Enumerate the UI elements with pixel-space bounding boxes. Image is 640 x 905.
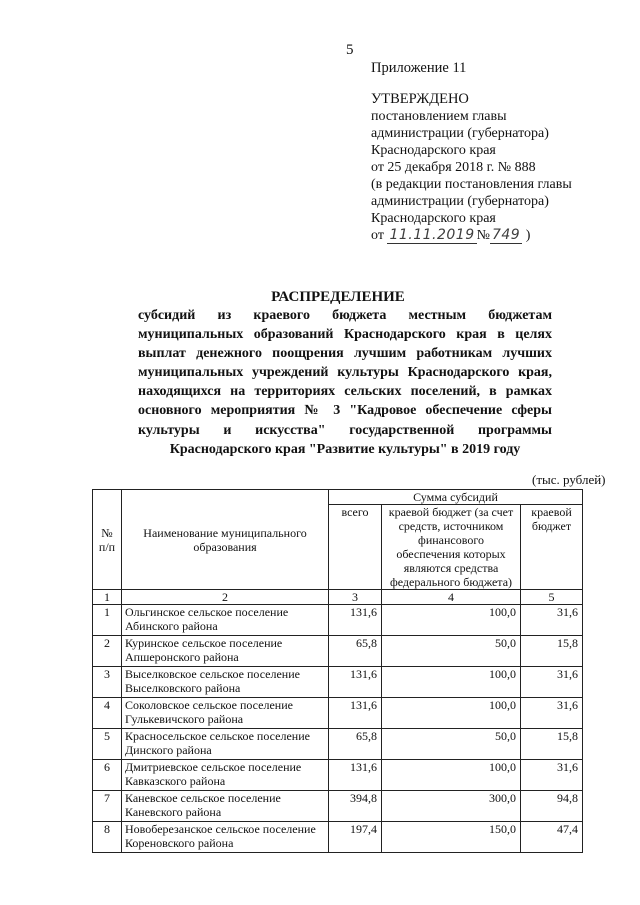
row-total: 131,6: [329, 667, 382, 698]
row-regional: 31,6: [521, 605, 583, 636]
row-name: Ольгинское сельское поселение Абинского района: [122, 605, 329, 636]
row-federal: 100,0: [382, 698, 521, 729]
approval-date-line: [371, 227, 633, 244]
approved-label: УТВЕРЖДЕНО: [371, 91, 469, 107]
header-total: всего: [329, 505, 382, 590]
page-number: 5: [346, 42, 354, 58]
document-title: РАСПРЕДЕЛЕНИЕ: [271, 289, 405, 305]
row-regional: 94,8: [521, 791, 583, 822]
header-regional: краевой бюджет: [521, 505, 583, 590]
table-row: [93, 760, 583, 791]
handwritten-date: 11.11.2019: [389, 227, 475, 243]
index-cell: 1: [93, 590, 122, 605]
row-federal: 100,0: [382, 760, 521, 791]
row-federal: 50,0: [382, 636, 521, 667]
row-total: 65,8: [329, 636, 382, 667]
closing-paren: ): [525, 228, 531, 243]
index-cell: 2: [122, 590, 329, 605]
table-row: [93, 698, 583, 729]
table-row: [93, 822, 583, 853]
header-federal: краевой бюджет (за счет средств, источником финансового обеспечения которых являются средства федерального бюджета): [382, 505, 521, 590]
distribution-table: [92, 489, 583, 853]
row-regional: 31,6: [521, 698, 583, 729]
row-num: 6: [93, 760, 122, 791]
index-cell: 4: [382, 590, 521, 605]
row-total: 131,6: [329, 698, 382, 729]
row-total: 197,4: [329, 822, 382, 853]
units-label: (тыс. рублей): [532, 472, 606, 487]
table-row: [93, 667, 583, 698]
appendix-label: Приложение 11: [371, 60, 467, 76]
date-prefix: от: [371, 228, 384, 243]
table-header-row: [93, 490, 583, 505]
table-row: [93, 636, 583, 667]
index-cell: 5: [521, 590, 583, 605]
row-name: Дмитриевское сельское поселение Кавказского района: [122, 760, 329, 791]
document-subtitle: субсидий из краевого бюджета местным бюджетам муниципальных образований Краснодарского края в целях выплат денежного поощрения лучшим работникам лучших муниципальных учреждений культуры Краснодарского края, находящихся на территориях сельских поселений, в рамках основного мероприятия № 3 "Кадровое обеспечение сферы культуры и искусства" государственной программы Краснодарского края "Развитие культуры" в 2019 году: [138, 308, 552, 457]
approval-line: (в редакции постановления главы: [371, 177, 572, 192]
row-num: 2: [93, 636, 122, 667]
row-total: 131,6: [329, 760, 382, 791]
row-num: 5: [93, 729, 122, 760]
table-row: [93, 605, 583, 636]
row-total: 131,6: [329, 605, 382, 636]
approval-line: Краснодарского края: [371, 211, 496, 226]
row-federal: 300,0: [382, 791, 521, 822]
row-regional: 47,4: [521, 822, 583, 853]
approval-line: постановлением главы: [371, 109, 507, 124]
approval-line: Краснодарского края: [371, 143, 496, 158]
table-row: [93, 729, 583, 760]
row-federal: 100,0: [382, 605, 521, 636]
table-index-row: [93, 590, 583, 605]
row-num: 7: [93, 791, 122, 822]
index-cell: 3: [329, 590, 382, 605]
row-total: 394,8: [329, 791, 382, 822]
row-total: 65,8: [329, 729, 382, 760]
approval-line: от 25 декабря 2018 г. № 888: [371, 160, 536, 175]
row-regional: 31,6: [521, 760, 583, 791]
row-federal: 150,0: [382, 822, 521, 853]
row-name: Новоберезанское сельское поселение Кореновского района: [122, 822, 329, 853]
row-federal: 50,0: [382, 729, 521, 760]
row-name: Выселковское сельское поселение Выселковского района: [122, 667, 329, 698]
row-regional: 15,8: [521, 636, 583, 667]
header-num: № п/п: [93, 490, 122, 590]
approval-block: [371, 60, 633, 244]
row-federal: 100,0: [382, 667, 521, 698]
header-name: Наименование муниципального образования: [122, 490, 329, 590]
header-sum: Сумма субсидий: [329, 490, 583, 505]
row-num: 1: [93, 605, 122, 636]
row-num: 4: [93, 698, 122, 729]
table-row: [93, 791, 583, 822]
approval-line: администрации (губернатора): [371, 126, 549, 141]
handwritten-number: 749: [491, 227, 521, 243]
row-num: 3: [93, 667, 122, 698]
row-name: Куринское сельское поселение Апшеронского района: [122, 636, 329, 667]
row-num: 8: [93, 822, 122, 853]
row-name: Красносельское сельское поселение Динского района: [122, 729, 329, 760]
number-sign: №: [476, 228, 490, 243]
row-name: Соколовское сельское поселение Гулькевичского района: [122, 698, 329, 729]
row-regional: 31,6: [521, 667, 583, 698]
row-name: Каневское сельское поселение Каневского района: [122, 791, 329, 822]
approval-line: администрации (губернатора): [371, 194, 549, 209]
row-regional: 15,8: [521, 729, 583, 760]
